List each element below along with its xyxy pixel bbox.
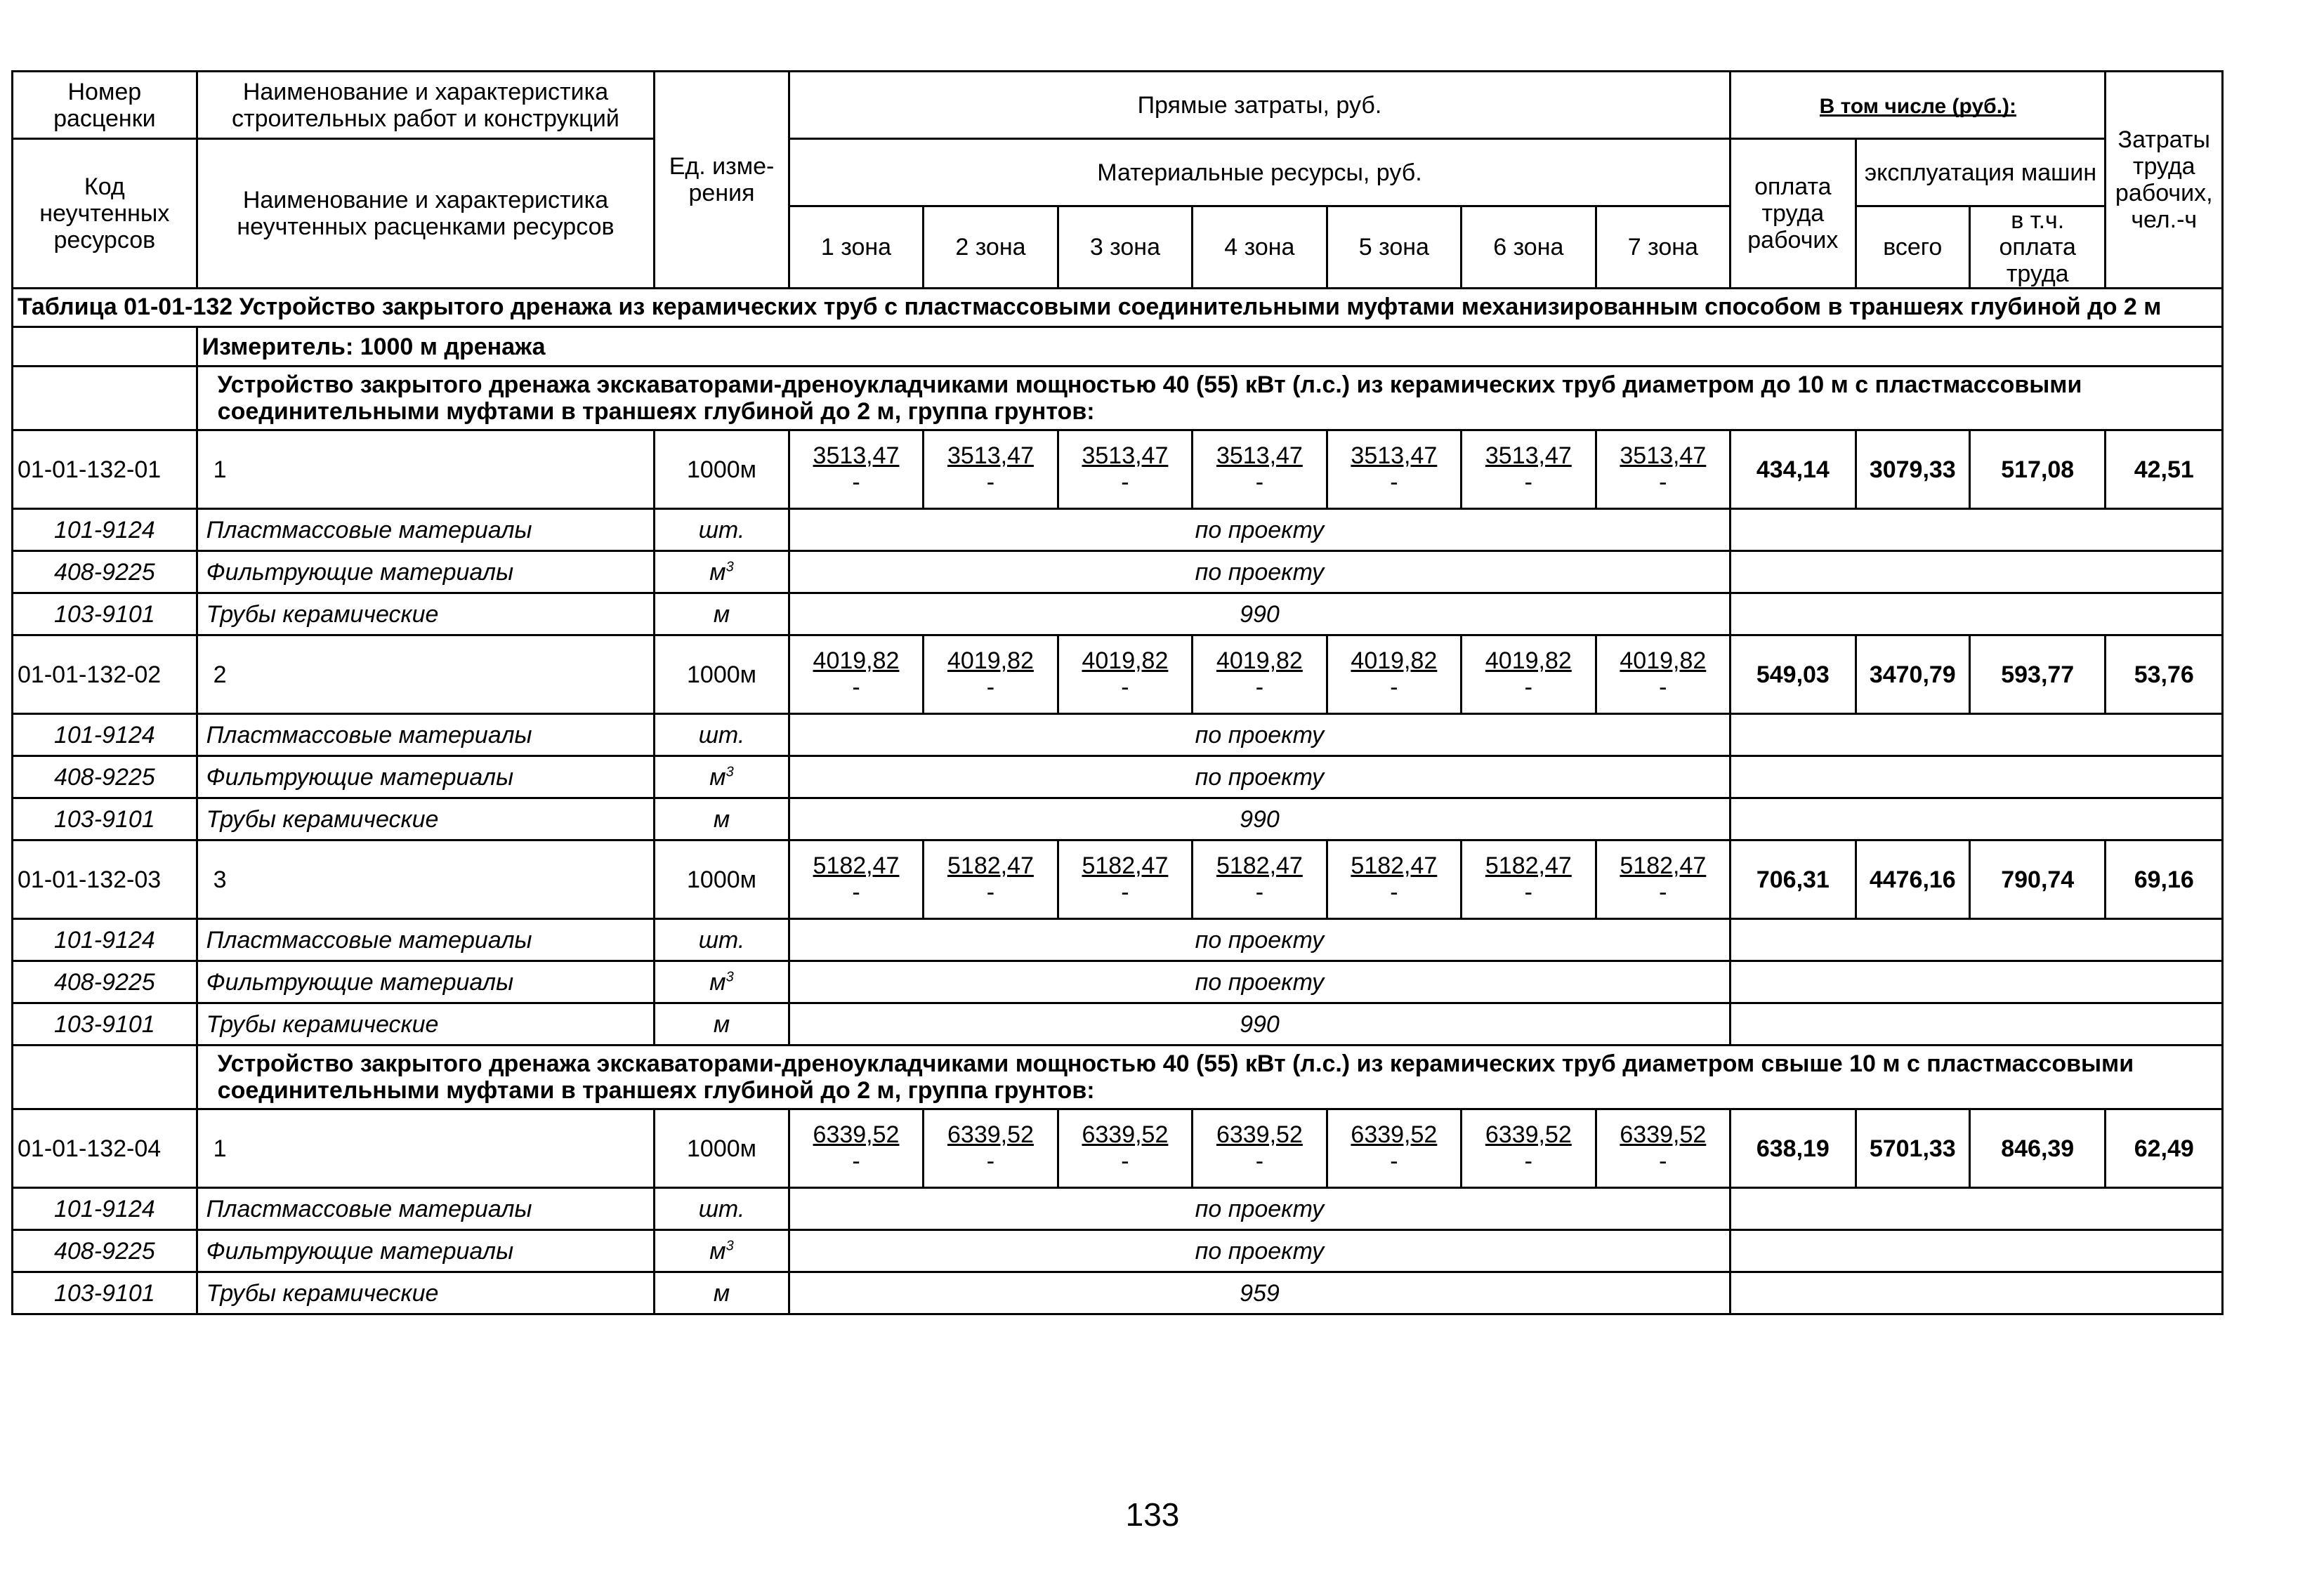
zone-price: 4019,82 — [947, 647, 1034, 674]
rate-code: 01-01-132-03 — [13, 840, 197, 919]
resource-unit-text: м — [713, 1010, 730, 1038]
zone-price: 3513,47 — [947, 442, 1034, 469]
resource-name: Трубы керамические — [197, 1272, 655, 1314]
resource-unit-text: м — [709, 763, 726, 791]
zone-material-dash: - — [986, 469, 995, 496]
resource-empty-cell — [1731, 714, 2223, 756]
zone-price: 3513,47 — [1216, 442, 1303, 469]
zone-material-dash: - — [1390, 469, 1398, 496]
zone-price-cell — [1596, 1109, 1731, 1188]
header-unit: Ед. изме-рения — [655, 72, 789, 289]
measure-label: Измеритель: 1000 м дренажа — [197, 327, 2222, 367]
header-labor-costs: Затраты труда рабочих, чел.-ч — [2106, 72, 2223, 289]
header-work-name: Наименование и характеристика строительных работ и конструкций — [197, 72, 655, 139]
zone-price: 6339,52 — [1485, 1121, 1572, 1148]
resource-quantity: 990 — [789, 593, 1730, 635]
zone-material-dash: - — [1390, 674, 1398, 701]
machines-total-value: 4476,16 — [1856, 840, 1969, 919]
zone-material-dash: - — [1524, 1148, 1532, 1175]
zone-material-dash: - — [1255, 674, 1264, 701]
resource-unit — [655, 1272, 789, 1314]
resource-empty-cell — [1731, 593, 2223, 635]
zone-price: 4019,82 — [1485, 647, 1572, 674]
rate-row — [13, 840, 2223, 919]
labor-hours-value: 62,49 — [2106, 1109, 2223, 1188]
zone-price: 3513,47 — [1351, 442, 1438, 469]
resource-name: Пластмассовые материалы — [197, 714, 655, 756]
zone-price-cell — [1058, 430, 1192, 509]
resource-code: 103-9101 — [13, 798, 197, 840]
rate-unit: 1000м — [655, 430, 789, 509]
resource-row — [13, 593, 2223, 635]
group-blank-cell — [13, 367, 197, 430]
zone-price: 5182,47 — [1216, 852, 1303, 879]
resource-unit-text: м — [709, 968, 726, 996]
header-zone: 3 зона — [1058, 206, 1192, 289]
machines-labor-value: 790,74 — [1969, 840, 2106, 919]
zone-price-cell — [1058, 635, 1192, 714]
header-zone: 6 зона — [1462, 206, 1596, 289]
resource-quantity: по проекту — [789, 509, 1730, 551]
header-machines-total: всего — [1856, 206, 1969, 289]
zone-price-cell — [1193, 1109, 1327, 1188]
resource-unit — [655, 509, 789, 551]
header-resource-code: Код неучтенных ресурсов — [13, 139, 197, 289]
zone-price-cell — [924, 840, 1058, 919]
zone-price: 4019,82 — [813, 647, 900, 674]
rate-code: 01-01-132-01 — [13, 430, 197, 509]
zone-price: 3513,47 — [1620, 442, 1707, 469]
resource-empty-cell — [1731, 756, 2223, 798]
resource-row — [13, 961, 2223, 1003]
zone-material-dash: - — [1255, 879, 1264, 906]
zone-material-dash: - — [1524, 674, 1532, 701]
group-title: Устройство закрытого дренажа экскаваторами-дреноукладчиками мощностью 40 (55) кВт (л.с.) из керамических труб диаметром свыше 10 м с пластмассовыми соединительными муфтами в траншеях глубиной до 2 м, группа грунтов: — [197, 1046, 2222, 1109]
resource-code: 103-9101 — [13, 593, 197, 635]
resource-quantity: по проекту — [789, 961, 1730, 1003]
rate-code: 01-01-132-02 — [13, 635, 197, 714]
resource-name: Трубы керамические — [197, 593, 655, 635]
zone-price-cell — [1058, 840, 1192, 919]
resource-unit-text: м — [713, 600, 730, 628]
resource-quantity: 990 — [789, 798, 1730, 840]
zone-price-cell — [1462, 635, 1596, 714]
resource-name: Пластмассовые материалы — [197, 509, 655, 551]
zone-price-cell — [924, 1109, 1058, 1188]
zone-material-dash: - — [1390, 879, 1398, 906]
resource-unit-text: шт. — [698, 721, 745, 748]
zone-price-cell — [924, 635, 1058, 714]
resource-code: 101-9124 — [13, 509, 197, 551]
labor-pay-value: 638,19 — [1731, 1109, 1856, 1188]
machines-labor-value: 517,08 — [1969, 430, 2106, 509]
header-labor-pay: оплата труда рабочих — [1731, 139, 1856, 289]
zone-price-cell — [789, 635, 923, 714]
zone-material-dash: - — [1121, 674, 1129, 701]
zone-material-dash: - — [1524, 879, 1532, 906]
header-row-2 — [13, 139, 2223, 206]
zone-price: 5182,47 — [947, 852, 1034, 879]
resource-empty-cell — [1731, 961, 2223, 1003]
zone-price: 5182,47 — [813, 852, 900, 879]
rate-soil-group: 2 — [197, 635, 655, 714]
resource-unit — [655, 1003, 789, 1046]
resource-row — [13, 919, 2223, 961]
zone-price-cell — [1193, 840, 1327, 919]
zone-price: 3513,47 — [1082, 442, 1169, 469]
resource-name: Фильтрующие материалы — [197, 551, 655, 593]
zone-price: 5182,47 — [1485, 852, 1572, 879]
rate-row — [13, 635, 2223, 714]
header-machines-labor: в т.ч. оплата труда — [1969, 206, 2106, 289]
resource-quantity: 959 — [789, 1272, 1730, 1314]
labor-hours-value: 42,51 — [2106, 430, 2223, 509]
header-direct-costs: Прямые затраты, руб. — [789, 72, 1730, 139]
resource-code: 103-9101 — [13, 1272, 197, 1314]
resource-quantity: по проекту — [789, 551, 1730, 593]
resource-code: 103-9101 — [13, 1003, 197, 1046]
zone-material-dash: - — [986, 674, 995, 701]
measure-row — [13, 327, 2223, 367]
resource-code: 101-9124 — [13, 1188, 197, 1230]
resource-code: 101-9124 — [13, 919, 197, 961]
header-zone: 5 зона — [1327, 206, 1461, 289]
zone-price-cell — [1193, 430, 1327, 509]
resource-unit-text: м — [709, 1237, 726, 1265]
resource-unit — [655, 551, 789, 593]
rate-soil-group: 1 — [197, 1109, 655, 1188]
resource-quantity: по проекту — [789, 756, 1730, 798]
resource-row — [13, 1188, 2223, 1230]
resource-row — [13, 551, 2223, 593]
rate-row — [13, 430, 2223, 509]
machines-labor-value: 846,39 — [1969, 1109, 2106, 1188]
zone-material-dash: - — [1659, 674, 1667, 701]
zone-material-dash: - — [1255, 1148, 1264, 1175]
zone-price: 3513,47 — [813, 442, 900, 469]
resource-unit-text: м — [709, 558, 726, 586]
zone-price: 3513,47 — [1485, 442, 1572, 469]
resource-quantity: по проекту — [789, 1230, 1730, 1272]
unit-superscript: 3 — [725, 1238, 734, 1254]
rate-unit: 1000м — [655, 635, 789, 714]
resource-empty-cell — [1731, 509, 2223, 551]
labor-hours-value: 69,16 — [2106, 840, 2223, 919]
zone-price: 5182,47 — [1082, 852, 1169, 879]
zone-price: 4019,82 — [1351, 647, 1438, 674]
unit-superscript: 3 — [725, 764, 734, 780]
resource-unit-text: м — [713, 1279, 730, 1307]
zone-material-dash: - — [1524, 469, 1532, 496]
resource-name: Пластмассовые материалы — [197, 919, 655, 961]
zone-material-dash: - — [1121, 1148, 1129, 1175]
zone-material-dash: - — [1659, 1148, 1667, 1175]
zone-price: 6339,52 — [813, 1121, 900, 1148]
resource-row — [13, 798, 2223, 840]
zone-price: 4019,82 — [1082, 647, 1169, 674]
resource-quantity: 990 — [789, 1003, 1730, 1046]
table-title: Таблица 01-01-132 Устройство закрытого дренажа из керамических труб с пластмассовыми соединительными муфтами механизированным способом в траншеях глубиной до 2 м — [13, 289, 2223, 327]
zone-price-cell — [1462, 1109, 1596, 1188]
zone-material-dash: - — [852, 469, 860, 496]
zone-price: 6339,52 — [947, 1121, 1034, 1148]
resource-row — [13, 714, 2223, 756]
resource-empty-cell — [1731, 798, 2223, 840]
zone-price-cell — [924, 430, 1058, 509]
zone-price-cell — [1327, 635, 1461, 714]
zone-price: 6339,52 — [1082, 1121, 1169, 1148]
zone-material-dash: - — [986, 1148, 995, 1175]
resource-unit-text: шт. — [698, 926, 745, 954]
resource-name: Трубы керамические — [197, 798, 655, 840]
header-zone: 1 зона — [789, 206, 923, 289]
header-resource-name: Наименование и характеристика неучтенных расценками ресурсов — [197, 139, 655, 289]
zone-price: 5182,47 — [1620, 852, 1707, 879]
resource-name: Фильтрующие материалы — [197, 1230, 655, 1272]
resource-row — [13, 509, 2223, 551]
resource-unit — [655, 1230, 789, 1272]
resource-empty-cell — [1731, 1230, 2223, 1272]
zone-price: 4019,82 — [1216, 647, 1303, 674]
machines-total-value: 3079,33 — [1856, 430, 1969, 509]
resource-code: 408-9225 — [13, 756, 197, 798]
resource-code: 408-9225 — [13, 961, 197, 1003]
resource-quantity: по проекту — [789, 1188, 1730, 1230]
zone-price-cell — [789, 430, 923, 509]
header-number: Номер расценки — [13, 72, 197, 139]
zone-price: 4019,82 — [1620, 647, 1707, 674]
labor-hours-value: 53,76 — [2106, 635, 2223, 714]
rate-unit: 1000м — [655, 840, 789, 919]
zone-price-cell — [1596, 840, 1731, 919]
header-zone: 2 зона — [924, 206, 1058, 289]
zone-price-cell — [1462, 840, 1596, 919]
zone-price-cell — [1327, 430, 1461, 509]
resource-unit-text: м — [713, 805, 730, 833]
resource-empty-cell — [1731, 919, 2223, 961]
table-title-row — [13, 289, 2223, 327]
zone-price-cell — [1327, 1109, 1461, 1188]
resource-quantity: по проекту — [789, 919, 1730, 961]
zone-material-dash: - — [852, 674, 860, 701]
zone-material-dash: - — [1659, 879, 1667, 906]
rate-unit: 1000м — [655, 1109, 789, 1188]
rate-row — [13, 1109, 2223, 1188]
resource-quantity: по проекту — [789, 714, 1730, 756]
group-row — [13, 367, 2223, 430]
resource-empty-cell — [1731, 1188, 2223, 1230]
resource-name: Фильтрующие материалы — [197, 756, 655, 798]
zone-price-cell — [789, 840, 923, 919]
zone-price: 5182,47 — [1351, 852, 1438, 879]
zone-material-dash: - — [1390, 1148, 1398, 1175]
resource-unit — [655, 919, 789, 961]
zone-material-dash: - — [1659, 469, 1667, 496]
resource-name: Пластмассовые материалы — [197, 1188, 655, 1230]
zone-price-cell — [1327, 840, 1461, 919]
resource-unit — [655, 1188, 789, 1230]
resource-row — [13, 1003, 2223, 1046]
zone-material-dash: - — [1121, 879, 1129, 906]
zone-price-cell — [1596, 635, 1731, 714]
resource-unit — [655, 593, 789, 635]
resource-code: 408-9225 — [13, 551, 197, 593]
labor-pay-value: 706,31 — [1731, 840, 1856, 919]
resource-row — [13, 1230, 2223, 1272]
group-blank-cell — [13, 1046, 197, 1109]
resource-empty-cell — [1731, 1003, 2223, 1046]
resource-unit-text: шт. — [698, 516, 745, 543]
header-zone: 4 зона — [1193, 206, 1327, 289]
zone-price-cell — [1193, 635, 1327, 714]
resource-code: 408-9225 — [13, 1230, 197, 1272]
header-including: В том числе (руб.): — [1731, 72, 2106, 139]
page-number: 133 — [1125, 1496, 1180, 1533]
resource-empty-cell — [1731, 1272, 2223, 1314]
resource-name: Фильтрующие материалы — [197, 961, 655, 1003]
zone-material-dash: - — [986, 879, 995, 906]
unit-superscript: 3 — [725, 969, 734, 985]
zone-material-dash: - — [852, 1148, 860, 1175]
resource-name: Трубы керамические — [197, 1003, 655, 1046]
zone-material-dash: - — [1121, 469, 1129, 496]
machines-total-value: 3470,79 — [1856, 635, 1969, 714]
header-zone: 7 зона — [1596, 206, 1731, 289]
unit-superscript: 3 — [725, 559, 734, 575]
resource-unit — [655, 798, 789, 840]
header-materials: Материальные ресурсы, руб. — [789, 139, 1730, 206]
zone-price: 6339,52 — [1620, 1121, 1707, 1148]
price-table — [11, 70, 2224, 1315]
rate-soil-group: 3 — [197, 840, 655, 919]
zone-price-cell — [789, 1109, 923, 1188]
labor-pay-value: 434,14 — [1731, 430, 1856, 509]
zone-price: 6339,52 — [1351, 1121, 1438, 1148]
rate-code: 01-01-132-04 — [13, 1109, 197, 1188]
resource-unit — [655, 756, 789, 798]
header-machines: эксплуатация машин — [1856, 139, 2106, 206]
resource-row — [13, 756, 2223, 798]
zone-material-dash: - — [1255, 469, 1264, 496]
resource-unit — [655, 714, 789, 756]
group-title: Устройство закрытого дренажа экскаваторами-дреноукладчиками мощностью 40 (55) кВт (л.с.) из керамических труб диаметром до 10 м с пластмассовыми соединительными муфтами в траншеях глубиной до 2 м, группа грунтов: — [197, 367, 2222, 430]
zone-material-dash: - — [852, 879, 860, 906]
resource-code: 101-9124 — [13, 714, 197, 756]
zone-price-cell — [1596, 430, 1731, 509]
machines-labor-value: 593,77 — [1969, 635, 2106, 714]
group-row — [13, 1046, 2223, 1109]
labor-pay-value: 549,03 — [1731, 635, 1856, 714]
zone-price-cell — [1058, 1109, 1192, 1188]
resource-unit-text: шт. — [698, 1195, 745, 1222]
rate-soil-group: 1 — [197, 430, 655, 509]
machines-total-value: 5701,33 — [1856, 1109, 1969, 1188]
resource-empty-cell — [1731, 551, 2223, 593]
header-row-1 — [13, 72, 2223, 139]
resource-row — [13, 1272, 2223, 1314]
zone-price: 6339,52 — [1216, 1121, 1303, 1148]
zone-price-cell — [1462, 430, 1596, 509]
resource-unit — [655, 961, 789, 1003]
